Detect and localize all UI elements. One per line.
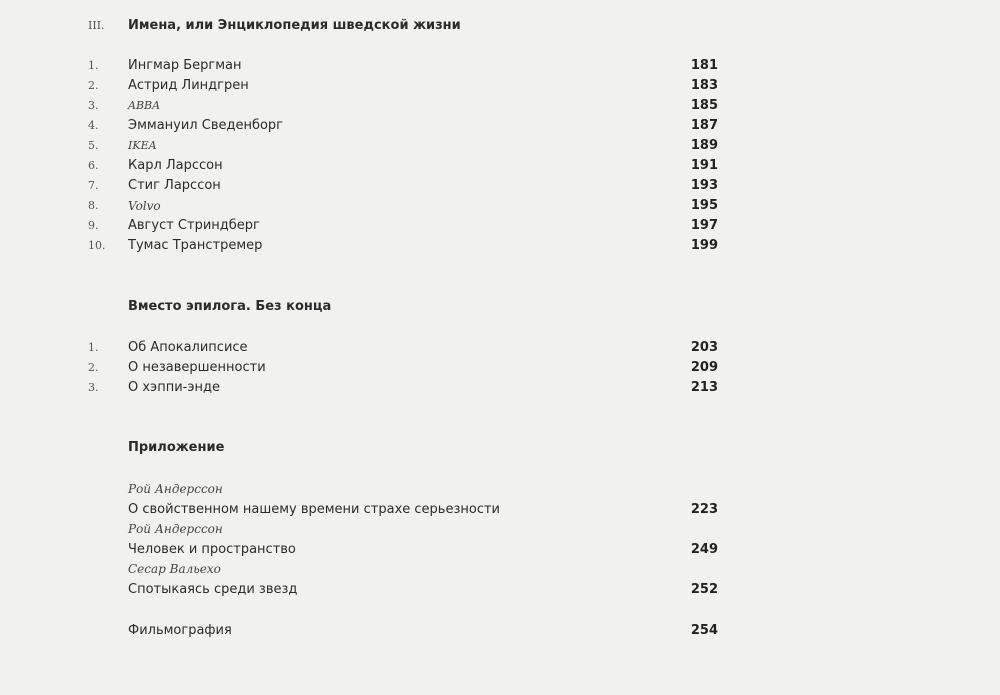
entry-title: О незавершенности: [128, 360, 266, 375]
entry-number: 2.: [88, 361, 99, 374]
entry-title: О свойственном нашему времени страхе серьезности: [128, 502, 500, 517]
entry-page: 195: [690, 198, 718, 213]
section-3-header: [0, 16, 1000, 36]
entry-title: Об Апокалипсисе: [128, 340, 248, 355]
entry-title: Стиг Ларссон: [128, 178, 221, 193]
toc-entry[interactable]: [0, 96, 1000, 116]
entry-page: 249: [690, 542, 718, 557]
entry-page: 252: [690, 582, 718, 597]
toc-entry[interactable]: [0, 358, 1000, 378]
entry-number: 7.: [88, 179, 99, 192]
author-name: Рой Андерссон: [128, 522, 223, 536]
toc-entry-filmography[interactable]: [0, 621, 1000, 641]
entry-page: 185: [690, 98, 718, 113]
toc-entry[interactable]: [0, 540, 1000, 560]
entry-number: 8.: [88, 199, 99, 212]
entry-page: 193: [690, 178, 718, 193]
appendix-header: [0, 438, 1000, 458]
entry-page: 197: [690, 218, 718, 233]
entry-title: Эммануил Сведенборг: [128, 118, 284, 133]
entry-number: 9.: [88, 219, 99, 232]
entry-number: 6.: [88, 159, 99, 172]
toc-entry[interactable]: [0, 176, 1000, 196]
author-name: Рой Андерссон: [128, 482, 223, 496]
entry-title: Спотыкаясь среди звезд: [128, 582, 298, 597]
entry-page: 254: [690, 623, 718, 638]
section-heading: Имена, или Энциклопедия шведской жизни: [128, 18, 461, 33]
entry-title: Фильмография: [128, 623, 232, 638]
entry-page: 209: [690, 360, 718, 375]
appendix-author: [0, 519, 1000, 539]
section-heading: Приложение: [128, 440, 225, 455]
entry-page: 213: [690, 380, 718, 395]
entry-title: Ингмар Бергман: [128, 58, 242, 73]
entry-title: О хэппи-энде: [128, 380, 220, 395]
toc-entry[interactable]: [0, 56, 1000, 76]
entry-number: 1.: [88, 59, 99, 72]
toc-entry[interactable]: [0, 216, 1000, 236]
toc-entry[interactable]: [0, 116, 1000, 136]
toc-entry[interactable]: [0, 338, 1000, 358]
entry-title: ABBA: [128, 99, 161, 112]
entry-title: Volvo: [128, 199, 161, 213]
entry-page: 181: [690, 58, 718, 73]
entry-title: Человек и пространство: [128, 542, 296, 557]
entry-page: 191: [690, 158, 718, 173]
entry-number: 5.: [88, 139, 99, 152]
entry-number: 3.: [88, 99, 99, 112]
toc-entry[interactable]: [0, 156, 1000, 176]
entry-page: 187: [690, 118, 718, 133]
entry-number: 10.: [88, 239, 106, 252]
entry-page: 223: [690, 502, 718, 517]
entry-number: 3.: [88, 381, 99, 394]
toc-entry[interactable]: [0, 196, 1000, 216]
entry-page: 183: [690, 78, 718, 93]
epilogue-header: [0, 297, 1000, 317]
toc-entry[interactable]: [0, 76, 1000, 96]
entry-number: 4.: [88, 119, 99, 132]
toc-entry[interactable]: [0, 236, 1000, 256]
entry-title: Август Стриндберг: [128, 218, 260, 233]
entry-title: Тумас Транстремер: [128, 238, 263, 253]
entry-page: 199: [690, 238, 718, 253]
appendix-author: [0, 479, 1000, 499]
entry-page: 189: [690, 138, 718, 153]
author-name: Сесар Вальехо: [128, 562, 221, 576]
section-numeral: III.: [88, 19, 105, 32]
entry-number: 2.: [88, 79, 99, 92]
entry-title: Карл Ларссон: [128, 158, 223, 173]
appendix-author: [0, 559, 1000, 579]
toc-entry[interactable]: [0, 136, 1000, 156]
toc-entry[interactable]: [0, 378, 1000, 398]
entry-number: 1.: [88, 341, 99, 354]
toc-entry[interactable]: [0, 580, 1000, 600]
entry-title: Астрид Линдгрен: [128, 78, 249, 93]
entry-title: IKEA: [128, 139, 157, 152]
entry-page: 203: [690, 340, 718, 355]
section-heading: Вместо эпилога. Без конца: [128, 299, 332, 314]
toc-entry[interactable]: [0, 500, 1000, 520]
